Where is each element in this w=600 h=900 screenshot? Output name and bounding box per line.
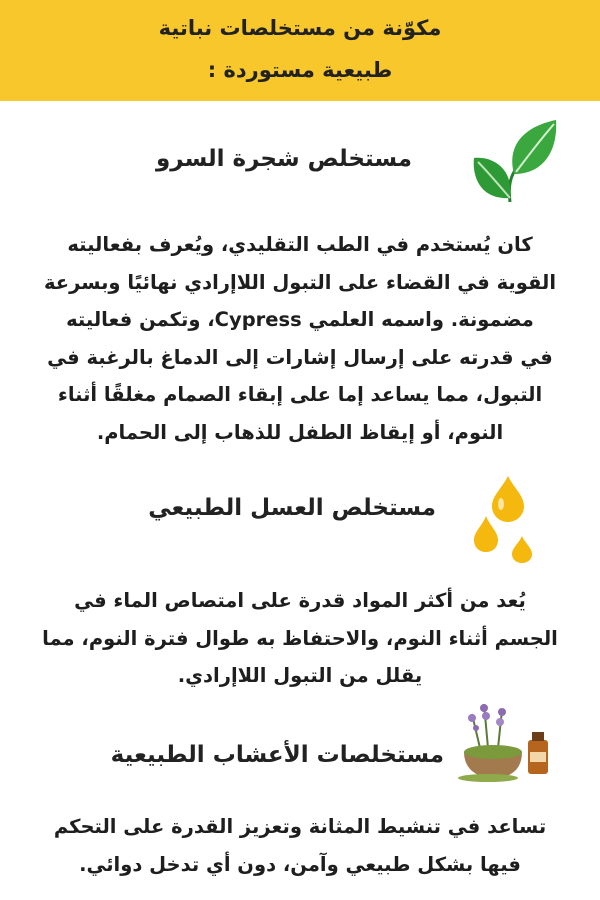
text-line: القوية في القضاء على التبول اللاإرادي نهائيًا وبسرعة: [43, 270, 557, 294]
honey-drops-icon: [470, 474, 540, 566]
section-title-honey: مستخلص العسل الطبيعي: [148, 495, 436, 521]
text-line: مضمونة. واسمه العلمي Cypress، وتكمن فعاليته: [66, 308, 534, 331]
text-line: التبول، مما يساعد إما على إبقاء الصمام مغلقًا أثناء: [57, 383, 543, 406]
section-text-herbs: [0, 808, 600, 883]
text-line: تساعد في تنشيط المثانة وتعزيز القدرة على التحكم: [53, 815, 547, 838]
header-banner: [0, 0, 600, 101]
leaves-icon: [470, 118, 560, 204]
text-line: النوم، أو إيقاظ الطفل للذهاب إلى الحمام.: [96, 420, 504, 444]
text-line: الجسم أثناء النوم، والاحتفاظ به طوال فترة النوم، مما: [42, 626, 558, 650]
header-title-line-2: طبيعية مستوردة :: [207, 58, 393, 82]
header-title-line-1: مكوّنة من مستخلصات نباتية: [158, 16, 442, 40]
text-line: فيها بشكل طبيعي وآمن، دون أي تدخل دوائي.: [79, 852, 521, 876]
text-line: يُعد من أكثر المواد قدرة على امتصاص الماء في: [74, 589, 526, 612]
text-line: كان يُستخدم في الطب التقليدي، ويُعرف بفعاليته: [67, 233, 533, 256]
text-line: يقلل من التبول اللاإرادي.: [177, 664, 423, 687]
herbs-icon: [458, 700, 554, 782]
section-text-honey: [0, 582, 600, 695]
section-title-herbs: مستخلصات الأعشاب الطبيعية: [110, 742, 444, 768]
section-text-cypress: [0, 226, 600, 451]
text-line: في قدرته على إرسال إشارات إلى الدماغ بالرغبة في: [47, 345, 553, 369]
section-title-cypress: مستخلص شجرة السرو: [156, 146, 412, 172]
